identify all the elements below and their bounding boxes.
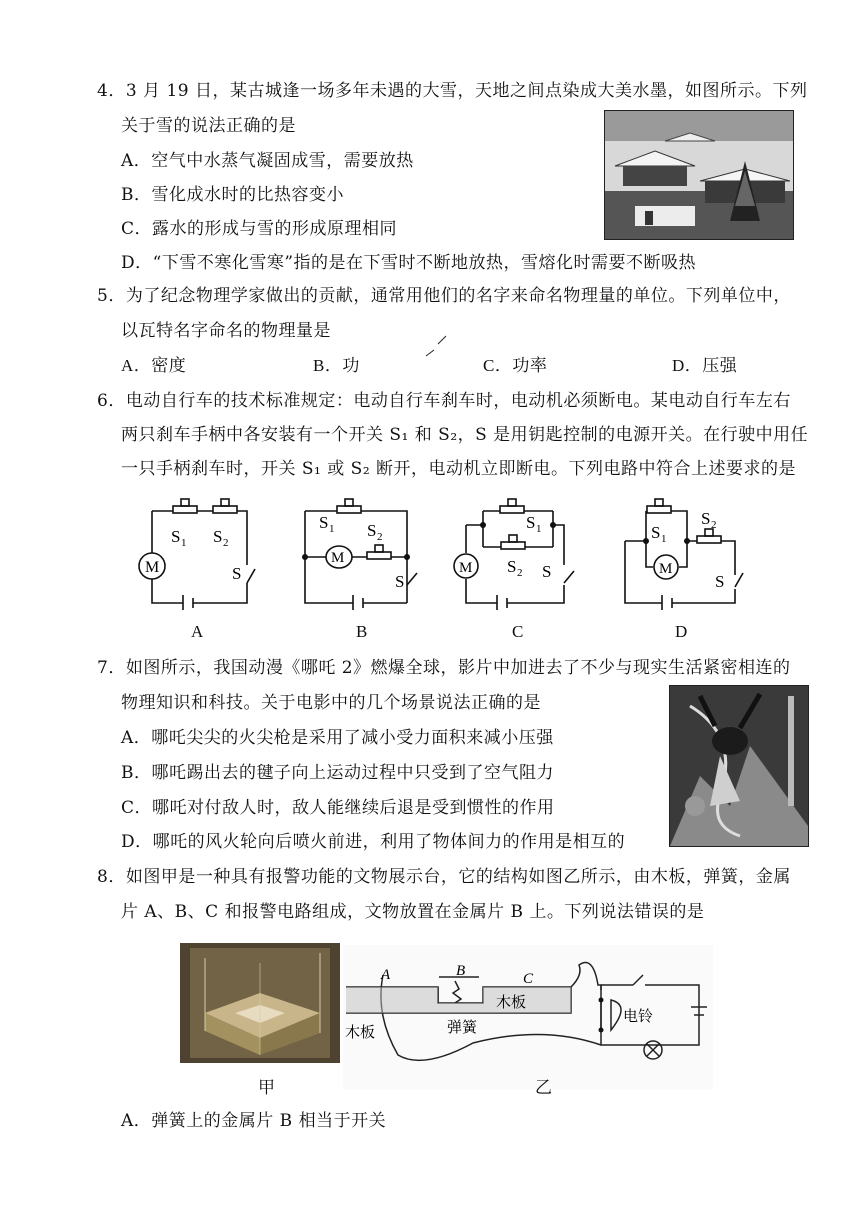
q4-stem-line2: 关于雪的说法正确的是 bbox=[121, 116, 296, 136]
q6-stem-line3: 一只手柄刹车时，开关 S₁ 或 S₂ 断开，电动机立即断电。下列电路中符合上述要求的是 bbox=[121, 459, 797, 479]
s2-subscript: 2 bbox=[223, 537, 229, 549]
s2-label: S bbox=[367, 521, 377, 540]
q7-option-c: C．哪吒对付敌人时，敌人能继续后退是受到惯性的作用 bbox=[121, 798, 555, 818]
q7-option-d: D．哪吒的风火轮向后喷火前进，利用了物体间力的作用是相互的 bbox=[121, 832, 626, 852]
q6-stem-line1: 6．电动自行车的技术标准规定：电动自行车刹车时，电动机必须断电。某电动自行车左右 bbox=[97, 391, 791, 411]
s-label: S bbox=[395, 572, 405, 591]
s1-label: S bbox=[171, 527, 181, 546]
q6-stem-line2: 两只刹车手柄中各安装有一个开关 S₁ 和 S₂，S 是用钥匙控制的电源开关。在行驶中用任 bbox=[121, 425, 809, 445]
s1-subscript: 1 bbox=[536, 523, 542, 535]
q5-option-a: A．密度 bbox=[121, 356, 187, 375]
s1-subscript: 1 bbox=[661, 533, 667, 545]
plate-a-label: A bbox=[381, 967, 391, 983]
circuit-a bbox=[125, 495, 275, 610]
board-right-label: 木板 bbox=[496, 995, 527, 1011]
q5-option-c: C．功率 bbox=[483, 356, 548, 375]
s2-subscript: 2 bbox=[711, 519, 717, 531]
s2-label: S bbox=[213, 527, 223, 546]
figure-yi-caption: 乙 bbox=[535, 1078, 552, 1097]
q4-option-c: C．露水的形成与雪的形成原理相同 bbox=[121, 219, 398, 239]
snow-city-photo bbox=[604, 110, 794, 240]
q5-option-d: D．压强 bbox=[672, 356, 738, 375]
q7-stem-line1: 7．如图所示，我国动漫《哪吒 2》燃爆全球，影片中加进去了不少与现实生活紧密相连的 bbox=[97, 658, 791, 678]
s-label: S bbox=[542, 562, 552, 581]
s2-subscript: 2 bbox=[517, 567, 523, 579]
motor-label: M bbox=[459, 560, 473, 576]
s-label: S bbox=[232, 564, 242, 583]
s1-label: S bbox=[526, 513, 536, 532]
spring-label: 弹簧 bbox=[447, 1020, 478, 1036]
motor-label: M bbox=[145, 559, 160, 576]
display-case-photo bbox=[180, 943, 340, 1063]
circuit-c-caption: C bbox=[512, 622, 524, 641]
q8-option-a: A．弹簧上的金属片 B 相当于开关 bbox=[121, 1111, 387, 1131]
circuit-a-caption: A bbox=[191, 622, 204, 641]
q5-stem-line2: 以瓦特名字命名的物理量是 bbox=[121, 321, 331, 341]
plate-b-label: B bbox=[456, 963, 466, 979]
q5-stem-line1: 5．为了纪念物理学家做出的贡献，通常用他们的名字来命名物理量的单位。下列单位中， bbox=[97, 286, 791, 306]
alarm-structure-diagram bbox=[343, 945, 713, 1090]
bell-label: 电铃 bbox=[623, 1009, 654, 1025]
circuit-d bbox=[615, 495, 755, 610]
q5-option-b: B．功 bbox=[313, 356, 360, 375]
s-label: S bbox=[715, 572, 725, 591]
q7-option-a: A．哪吒尖尖的火尖枪是采用了减小受力面积来减小压强 bbox=[121, 728, 554, 748]
s1-subscript: 1 bbox=[329, 523, 335, 535]
s1-label: S bbox=[651, 523, 661, 542]
s2-subscript: 2 bbox=[377, 531, 383, 543]
s2-label: S bbox=[507, 557, 517, 576]
figure-jia-caption: 甲 bbox=[258, 1078, 275, 1097]
circuit-b-caption: B bbox=[356, 622, 368, 641]
nezha-poster bbox=[669, 685, 809, 847]
q4-option-d: D．“下雪不寒化雪寒”指的是在下雪时不断地放热，雪熔化时需要不断吸热 bbox=[121, 253, 697, 273]
circuit-b bbox=[295, 495, 445, 610]
q4-stem-line1: 4．3 月 19 日，某古城逢一场多年未遇的大雪，天地之间点染成大美水墨，如图所示。下列 bbox=[97, 81, 808, 101]
q7-option-b: B．哪吒踢出去的毽子向上运动过程中只受到了空气阻力 bbox=[121, 763, 554, 783]
q8-stem-line1: 8．如图甲是一种具有报警功能的文物展示台，它的结构如图乙所示，由木板，弹簧，金属 bbox=[97, 867, 791, 887]
s1-label: S bbox=[319, 513, 329, 532]
s2-label: S bbox=[701, 509, 711, 528]
circuit-c bbox=[450, 495, 600, 610]
q4-option-a: A．空气中水蒸气凝固成雪，需要放热 bbox=[121, 151, 414, 171]
pencil-mark bbox=[420, 332, 450, 362]
q4-option-b: B．雪化成水时的比热容变小 bbox=[121, 185, 344, 205]
board-left-label: 木板 bbox=[345, 1025, 376, 1041]
circuit-d-caption: D bbox=[675, 622, 688, 641]
q8-stem-line2: 片 A、B、C 和报警电路组成，文物放置在金属片 B 上。下列说法错误的是 bbox=[121, 902, 705, 922]
motor-label: M bbox=[659, 561, 673, 577]
s1-subscript: 1 bbox=[181, 537, 187, 549]
motor-label: M bbox=[331, 550, 345, 566]
q7-stem-line2: 物理知识和科技。关于电影中的几个场景说法正确的是 bbox=[121, 693, 541, 713]
plate-c-label: C bbox=[523, 971, 534, 987]
